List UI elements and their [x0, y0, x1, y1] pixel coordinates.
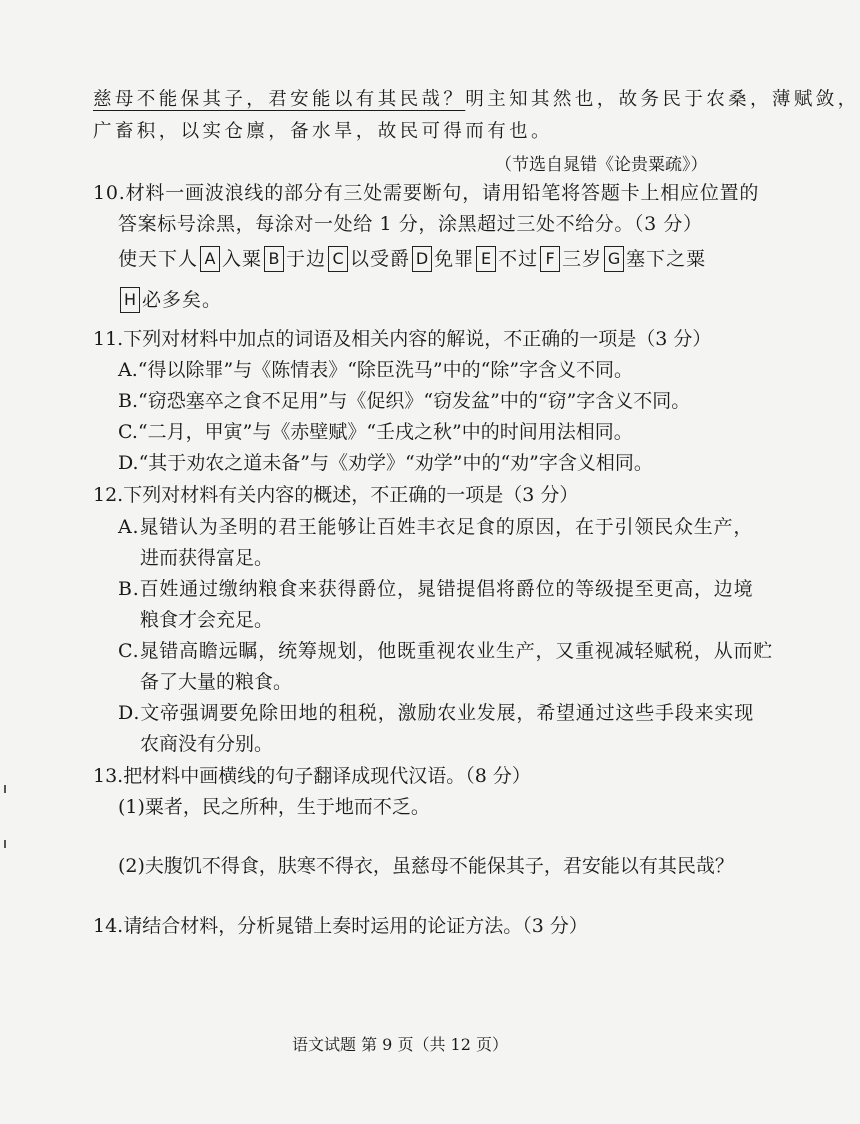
passage-line-2: 广畜积，以实仓廪，备水旱，故民可得而有也。	[93, 121, 553, 142]
q11-option-d: D.“其于劝农之道未备”与《劝学》“劝学”中的“劝”字含义相同。	[118, 452, 653, 474]
page-footer: 语文试题 第 9 页（共 12 页）	[292, 1035, 508, 1054]
q12-option-a-line-1: A.晁错认为圣明的君王能够让百姓丰衣足食的原因，在于引领民众生产，	[118, 516, 754, 538]
q11-option-c: C.“二月，甲寅”与《赤壁赋》“壬戌之秋”中的时间用法相同。	[118, 421, 633, 443]
q10-sentence-line-2	[118, 284, 222, 315]
underlined-sentence: 慈母不能保其子，君安能以有其民哉？	[93, 89, 466, 110]
passage-line-1-rest: 明主知其然也，故务民于农桑，薄赋敛，	[465, 89, 860, 110]
scan-mark	[4, 785, 6, 793]
q10-stem-line-1: 10.材料一画波浪线的部分有三处需要断句，请用铅笔将答题卡上相应位置的	[93, 182, 760, 204]
segment-6: 不过	[498, 248, 539, 270]
scan-mark	[4, 840, 6, 848]
answer-box-d: D	[412, 246, 432, 272]
q12-option-b-line-2: 粮食才会充足。	[140, 609, 274, 631]
answer-box-e: E	[476, 246, 496, 272]
segment-9: 必多矣。	[142, 289, 223, 311]
q12-option-a-line-2: 进而获得富足。	[140, 547, 274, 569]
q13-item-2: (2)夫腹饥不得食，肤寒不得衣，虽慈母不能保其子，君安能以有其民哉？	[118, 855, 734, 877]
answer-box-a: A	[200, 246, 220, 272]
q12-option-c-line-1: C.晁错高瞻远瞩，统筹规划，他既重视农业生产，又重视减轻赋税，从而贮	[118, 640, 774, 662]
q12-option-d-line-1: D.文帝强调要免除田地的租税，激励农业发展，希望通过这些手段来实现	[118, 702, 754, 724]
answer-box-h: H	[120, 287, 140, 313]
segment-3: 于边	[286, 248, 327, 270]
q10-sentence-line-1	[118, 243, 706, 274]
q12-option-c-line-2: 备了大量的粮食。	[140, 671, 293, 693]
segment-8: 塞下之粟	[626, 248, 707, 270]
segment-1: 使天下人	[118, 248, 199, 270]
passage-line-1	[93, 87, 860, 113]
answer-box-g: G	[604, 246, 624, 272]
q14-stem: 14.请结合材料，分析晁错上奏时运用的论证方法。（3 分）	[93, 915, 588, 937]
q13-item-1: (1)粟者，民之所种，生于地而不乏。	[118, 796, 430, 818]
q13-stem: 13.把材料中画横线的句子翻译成现代汉语。（8 分）	[93, 765, 531, 787]
q11-option-a: A.“得以除罪”与《陈情表》“除臣洗马”中的“除”字含义不同。	[118, 359, 634, 381]
q12-option-b-line-1: B.百姓通过缴纳粮食来获得爵位，晁错提倡将爵位的等级提至更高，边境	[118, 578, 754, 600]
q11-option-b: B.“窃恐塞卒之食不足用”与《促织》“窃发盆”中的“窃”字含义不同。	[118, 390, 691, 412]
q10-stem-line-2: 答案标号涂黑，每涂对一处给 1 分，涂黑超过三处不给分。（3 分）	[118, 213, 703, 235]
q12-option-d-line-2: 农商没有分别。	[140, 733, 274, 755]
q11-stem: 11.下列对材料中加点的词语及相关内容的解说，不正确的一项是（3 分）	[93, 328, 712, 350]
passage-source: （节选自晁错《论贵粟疏》）	[495, 155, 708, 175]
answer-box-f: F	[540, 246, 560, 272]
q12-stem: 12.下列对材料有关内容的概述，不正确的一项是（3 分）	[93, 484, 579, 506]
segment-7: 三岁	[562, 248, 603, 270]
segment-2: 入粟	[222, 248, 263, 270]
segment-5: 免罪	[434, 248, 475, 270]
answer-box-b: B	[264, 246, 284, 272]
segment-4: 以受爵	[350, 248, 411, 270]
answer-box-c: C	[328, 246, 348, 272]
